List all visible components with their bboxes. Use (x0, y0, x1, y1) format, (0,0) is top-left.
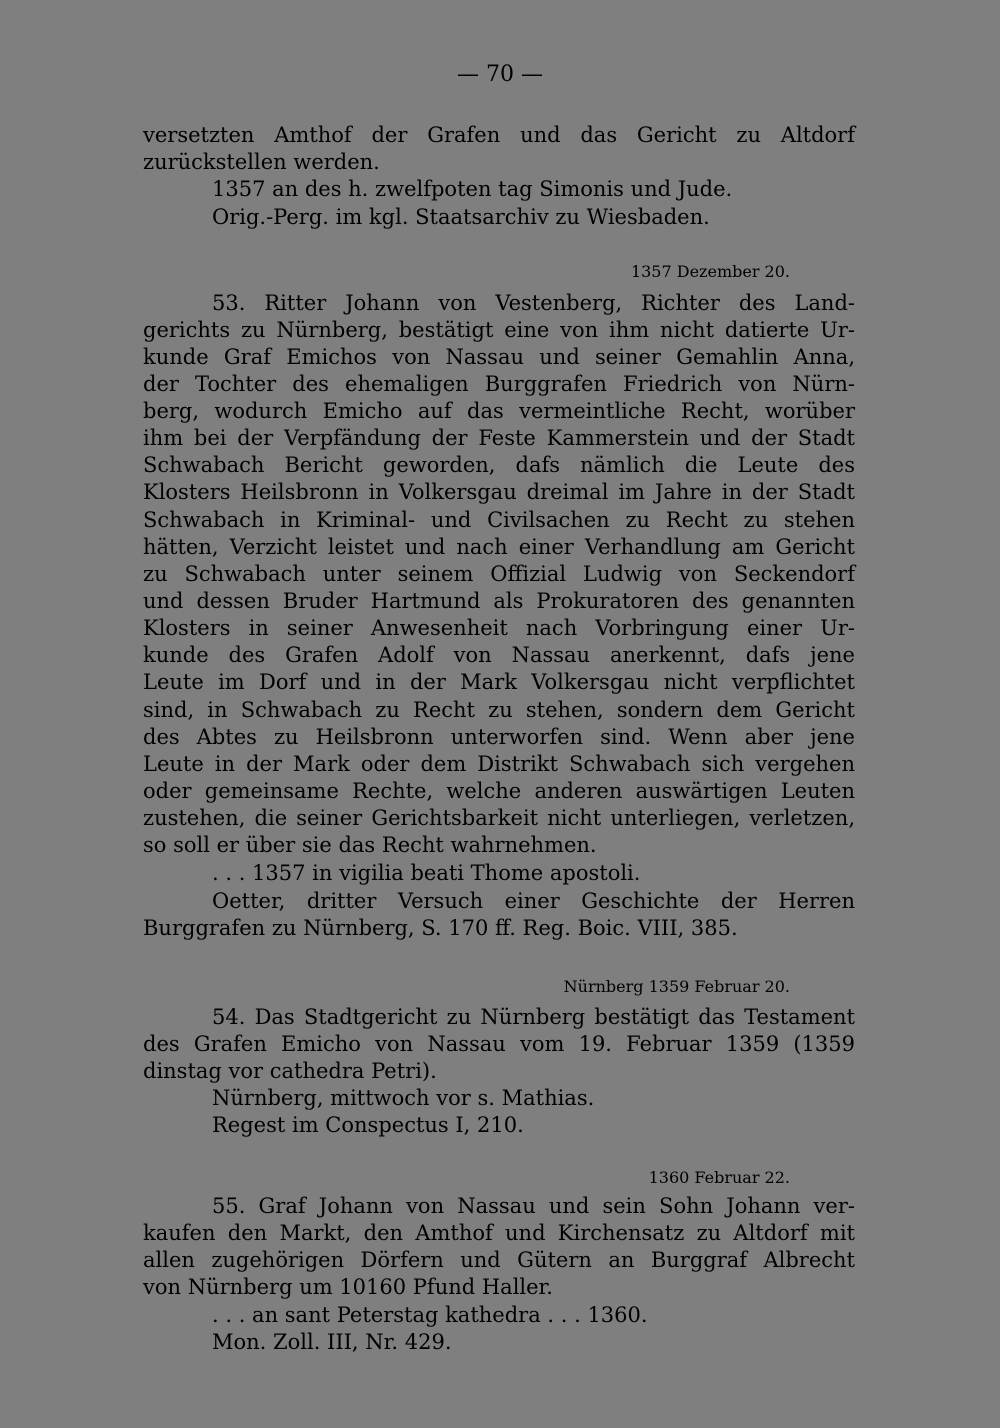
entry-date: 1360 Februar 22. (648, 1168, 790, 1187)
text-line: von Nürnberg um 10160 Pfund Haller. (143, 1275, 553, 1299)
entry-date: Nürnberg 1359 Februar 20. (563, 977, 790, 996)
text-line: Regest im Conspectus I, 210. (212, 1113, 524, 1137)
text-line: zurückstellen werden. (143, 150, 380, 174)
text-line: sind, in Schwabach zu Recht zu stehen, sondern dem Gericht (143, 698, 855, 722)
text-line: des Abtes zu Heilsbronn unterworfen sind. Wenn aber jene (143, 725, 855, 749)
text-line: Schwabach Bericht geworden, dafs nämlich die Leute des (143, 453, 855, 477)
text-line: Mon. Zoll. III, Nr. 429. (212, 1330, 452, 1354)
text-line: . . . an sant Peterstag kathedra . . . 1360. (212, 1303, 648, 1327)
text-line: Leute im Dorf und in der Mark Volkersgau nicht verpflichtet (143, 670, 855, 694)
text-line: 1357 an des h. zwelfpoten tag Simonis und Jude. (212, 177, 733, 201)
text-line: Oetter, dritter Versuch einer Geschichte der Herren (212, 889, 855, 913)
text-line: der Tochter des ehemaligen Burggrafen Friedrich von Nürn- (143, 372, 855, 396)
text-line: oder gemeinsame Rechte, welche anderen auswärtigen Leuten (143, 779, 855, 803)
text-line: Klosters Heilsbronn in Volkersgau dreimal im Jahre in der Stadt (143, 480, 855, 504)
text-line: versetzten Amthof der Grafen und das Gericht zu Altdorf (143, 123, 855, 147)
text-line: und dessen Bruder Hartmund als Prokuratoren des genannten (143, 589, 855, 613)
text-line: Orig.-Perg. im kgl. Staatsarchiv zu Wiesbaden. (212, 205, 710, 229)
text-line: . . . 1357 in vigilia beati Thome apostoli. (212, 861, 641, 885)
text-line: Burggrafen zu Nürnberg, S. 170 ff. Reg. Boic. VIII, 385. (143, 916, 738, 940)
entry-heading-line: 55. Graf Johann von Nassau und sein Sohn Johann ver- (212, 1194, 855, 1218)
text-line: Nürnberg, mittwoch vor s. Mathias. (212, 1086, 595, 1110)
text-line: des Grafen Emicho von Nassau vom 19. Februar 1359 (1359 (143, 1032, 855, 1056)
text-line: kunde Graf Emichos von Nassau und seiner Gemahlin Anna, (143, 345, 855, 369)
text-line: so soll er über sie das Recht wahrnehmen. (143, 833, 597, 857)
text-line: zustehen, die seiner Gerichtsbarkeit nicht unterliegen, verletzen, (143, 806, 855, 830)
text-line: allen zugehörigen Dörfern und Gütern an Burggraf Albrecht (143, 1248, 855, 1272)
text-line: Schwabach in Kriminal- und Civilsachen zu Recht zu stehen (143, 508, 855, 532)
text-line: kaufen den Markt, den Amthof und Kirchensatz zu Altdorf mit (143, 1221, 855, 1245)
entry-heading-line: 54. Das Stadtgericht zu Nürnberg bestätigt das Testament (212, 1005, 855, 1029)
text-line: Leute in der Mark oder dem Distrikt Schwabach sich vergehen (143, 752, 855, 776)
page-number: — 70 — (457, 62, 543, 87)
entry-heading-line: 53. Ritter Johann von Vestenberg, Richter des Land- (212, 291, 855, 315)
text-line: berg, wodurch Emicho auf das vermeintliche Recht, worüber (143, 399, 855, 423)
text-line: zu Schwabach unter seinem Offizial Ludwig von Seckendorf (143, 562, 855, 586)
text-line: hätten, Verzicht leistet und nach einer Verhandlung am Gericht (143, 535, 855, 559)
entry-date: 1357 Dezember 20. (630, 262, 790, 281)
text-line: gerichts zu Nürnberg, bestätigt eine von ihm nicht datierte Ur- (143, 318, 855, 342)
text-line: kunde des Grafen Adolf von Nassau anerkennt, dafs jene (143, 643, 855, 667)
text-line: ihm bei der Verpfändung der Feste Kammerstein und der Stadt (143, 426, 855, 450)
text-line: dinstag vor cathedra Petri). (143, 1059, 437, 1083)
text-line: Klosters in seiner Anwesenheit nach Vorbringung einer Ur- (143, 616, 855, 640)
